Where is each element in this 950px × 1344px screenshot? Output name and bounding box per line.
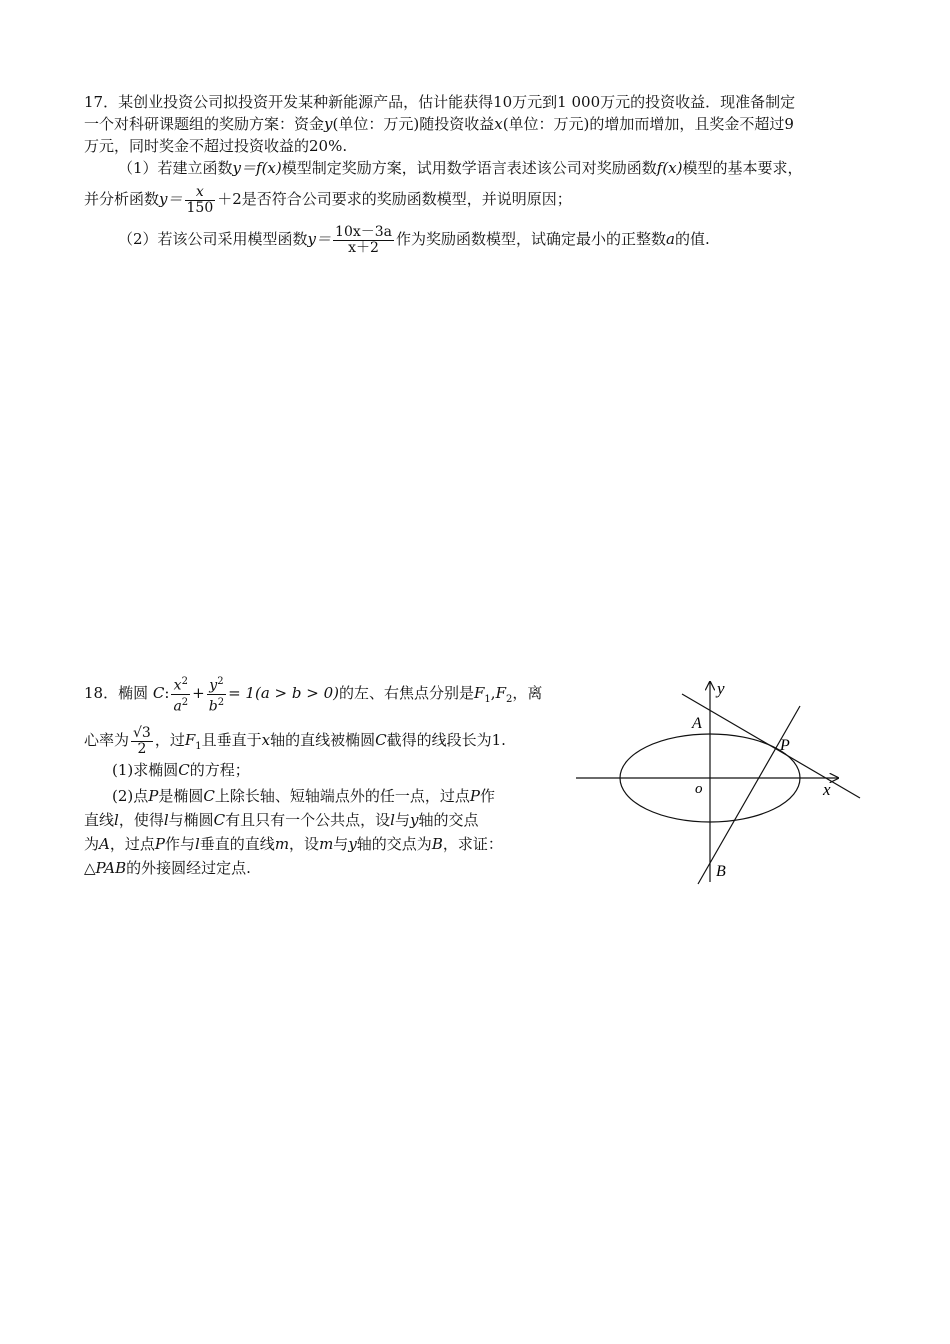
fraction-y2-b2: $\frac{y^2}{b^2}$ — [208, 676, 225, 715]
label-point-p: P — [780, 737, 790, 754]
q18-part-2-line-1: (2)点P是椭圆C上除长轴、短轴端点外的任一点，过点P作 — [112, 787, 495, 805]
label-point-b: B — [716, 863, 726, 880]
fraction-sqrt3-over-2: $\frac{√3}{2}$ — [133, 724, 151, 757]
ellipse-figure — [570, 672, 870, 892]
fraction-model-function: $\frac{10x-3a}{x+2}$ — [335, 223, 392, 256]
fraction-x2-a2: $\frac{x^2}{a^2}$ — [173, 676, 189, 715]
q17-part-2: （2）若该公司采用模型函数y＝ $\frac{10x-3a}{x+2}$ 作为奖励函数模型，试确定最小的正整数a的值. — [118, 223, 710, 256]
q18-number: 18． — [84, 684, 119, 703]
q18-line-1: 18．椭圆 C: $\frac{x^2}{a^2}$ + $\frac{y^2}{b^2}$ = 1(a > b > 0)的左、右焦点分别是$F_1,F_2$，离 — [84, 676, 543, 715]
q17-line-1: 17．某创业投资公司拟投资开发某种新能源产品，估计能获得10万元到1 000万元的投资收益．现准备制定 — [84, 93, 796, 111]
q17-line-3: 万元，同时奖金不超过投资收益的20%. — [84, 137, 348, 155]
label-y: y — [717, 679, 725, 698]
tangent-line-l — [682, 694, 860, 798]
fraction-x-over-150: $\frac{x}{150}$ — [186, 183, 214, 216]
q18-part-2-line-4: △PAB的外接圆经过定点. — [84, 859, 251, 877]
q17-number: 17． — [84, 93, 119, 111]
q18-part-1: (1)求椭圆C的方程； — [112, 761, 250, 779]
label-point-a: A — [692, 715, 702, 732]
label-origin: o — [695, 781, 703, 797]
label-x: x — [823, 780, 831, 799]
q17-part-1-line-2: 并分析函数y＝ $\frac{x}{150}$ ＋2是否符合公司要求的奖励函数模型，并说明原因； — [84, 183, 572, 216]
q18-line-2: 心率为 $\frac{√3}{2}$ ，过$F_1$且垂直于x轴的直线被椭圆C截得的线段长为1. — [84, 724, 506, 757]
q17-part-1-line-1: （1）若建立函数y＝f(x)模型制定奖励方案，试用数学语言表述该公司对奖励函数f(x)模型的基本要求， — [118, 159, 803, 177]
q17-line-2: 一个对科研课题组的奖励方案：资金y(单位：万元)随投资收益x(单位：万元)的增加而增加，且奖金不超过9 — [84, 115, 794, 133]
q18-part-2-line-2: 直线l，使得l与椭圆C有且只有一个公共点，设l与y轴的交点 — [84, 811, 479, 829]
q18-part-2-line-3: 为A，过点P作与l垂直的直线m，设m与y轴的交点为B，求证： — [84, 835, 503, 853]
